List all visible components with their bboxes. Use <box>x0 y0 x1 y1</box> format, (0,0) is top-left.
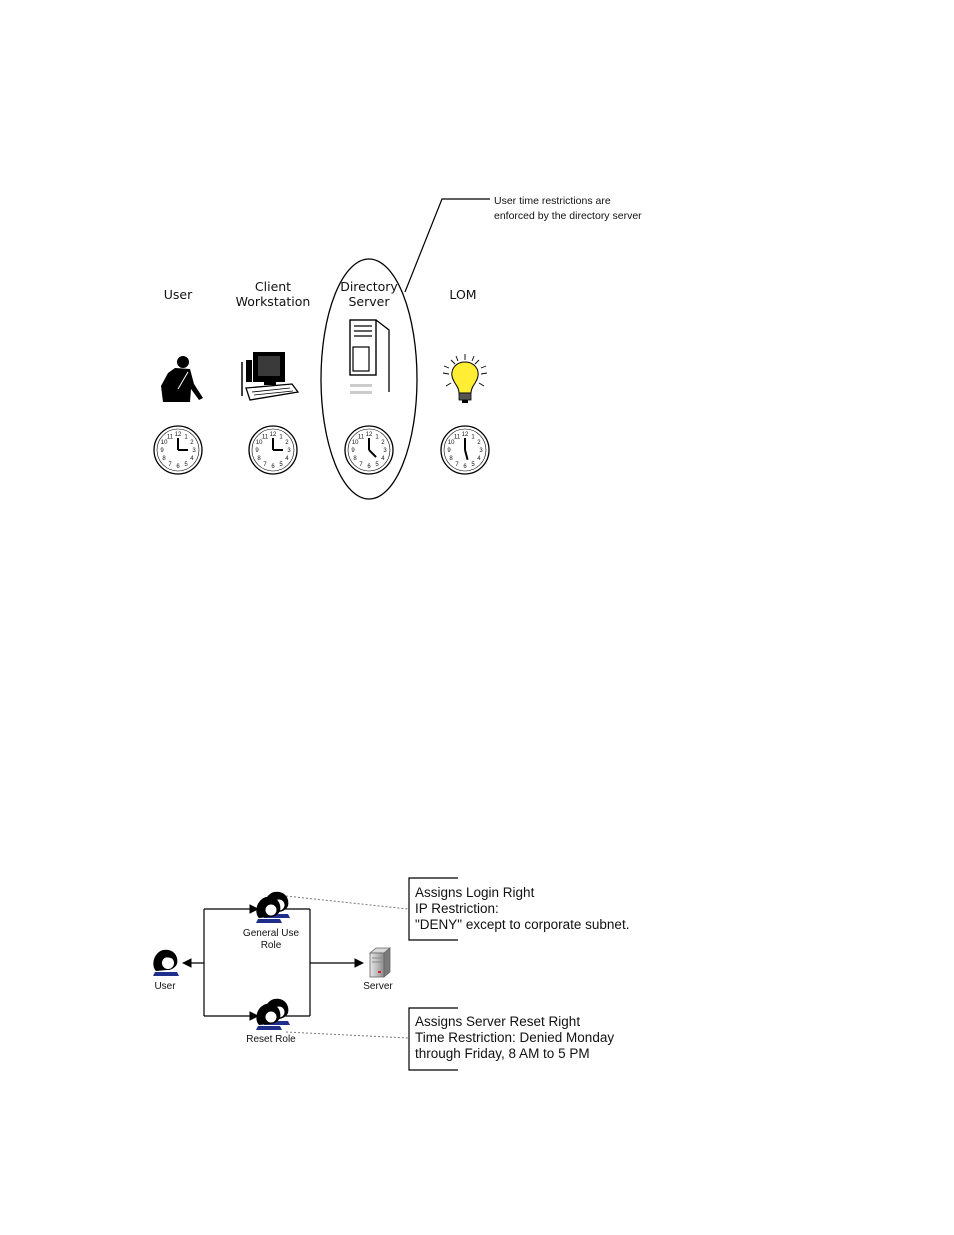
clock-numeral: 8 <box>257 456 261 463</box>
clock-numeral: 11 <box>261 434 269 441</box>
clock-numeral: 5 <box>471 462 475 469</box>
clock-numeral: 11 <box>453 434 461 441</box>
clock-numeral: 9 <box>160 448 164 455</box>
clock-numeral: 7 <box>168 462 172 469</box>
server-icon <box>370 948 390 977</box>
callout-leader-line <box>405 199 490 292</box>
callout <box>405 195 642 292</box>
general-role-group-icon <box>256 892 290 923</box>
clock-numeral: 2 <box>477 440 481 447</box>
clock-numeral: 5 <box>375 462 379 469</box>
clock-numeral: 8 <box>449 456 453 463</box>
clock-numeral: 8 <box>353 456 357 463</box>
general-role-label-line2: Role <box>260 940 282 951</box>
dotted-leader-general-role <box>286 896 408 909</box>
column-label-server: Server <box>348 294 390 309</box>
clock-numeral: 3 <box>383 448 387 455</box>
clock-icon-user <box>154 426 202 474</box>
light-bulb-icon <box>443 354 487 403</box>
clock-numeral: 10 <box>255 440 263 447</box>
clock-numeral: 2 <box>381 440 385 447</box>
clock-numeral: 9 <box>255 448 259 455</box>
server-tower-icon <box>350 320 389 394</box>
person-icon <box>161 356 203 402</box>
clock-numeral: 12 <box>461 432 469 439</box>
column-label-workstation: Workstation <box>235 294 311 309</box>
role-restriction-diagram <box>153 878 629 1070</box>
clock-numeral: 6 <box>176 464 180 471</box>
clock-numeral: 3 <box>479 448 483 455</box>
clock-icon-directory-server <box>345 426 393 474</box>
clock-numeral: 7 <box>359 462 363 469</box>
column-label-client: Client <box>254 279 292 294</box>
clock-numeral: 1 <box>184 434 188 441</box>
clock-numeral: 6 <box>463 464 467 471</box>
column-label-lom: LOM <box>449 287 477 302</box>
clock-numeral: 8 <box>162 456 166 463</box>
box1-line1: Assigns Login Right <box>415 885 535 900</box>
user-head-icon <box>153 950 179 976</box>
user-label: User <box>154 981 176 992</box>
clock-numeral: 11 <box>166 434 174 441</box>
server-label: Server <box>363 981 393 992</box>
clocks <box>154 426 489 474</box>
clock-numeral: 1 <box>375 434 379 441</box>
box2-line1: Assigns Server Reset Right <box>415 1014 581 1029</box>
reset-role-label: Reset Role <box>246 1034 296 1045</box>
clock-numeral: 1 <box>279 434 283 441</box>
clock-numeral: 2 <box>285 440 289 447</box>
column-label-user: User <box>163 287 193 302</box>
clock-numeral: 4 <box>381 456 385 463</box>
clock-numeral: 5 <box>279 462 283 469</box>
clock-numeral: 7 <box>263 462 267 469</box>
clock-numeral: 3 <box>287 448 291 455</box>
box1-line2: IP Restriction: <box>415 901 499 916</box>
clock-numeral: 12 <box>365 432 373 439</box>
clock-numeral: 4 <box>477 456 481 463</box>
clock-numeral: 6 <box>367 464 371 471</box>
time-restriction-diagram <box>154 195 642 499</box>
clock-numeral: 1 <box>471 434 475 441</box>
callout-text-line1: User time restrictions are <box>494 195 611 207</box>
clock-numeral: 9 <box>447 448 451 455</box>
general-role-label-line1: General Use <box>242 928 300 939</box>
clock-numeral: 7 <box>455 462 459 469</box>
clock-numeral: 4 <box>285 456 289 463</box>
clock-numeral: 12 <box>269 432 277 439</box>
clock-numeral: 10 <box>447 440 455 447</box>
clock-numeral: 10 <box>160 440 168 447</box>
reset-role-group-icon <box>256 999 290 1030</box>
box2-line2: Time Restriction: Denied Monday <box>415 1030 615 1045</box>
clock-numeral: 2 <box>190 440 194 447</box>
clock-icon-client-workstation <box>249 426 297 474</box>
workstation-icon <box>242 352 298 400</box>
clock-numeral: 3 <box>192 448 196 455</box>
clock-numeral: 9 <box>351 448 355 455</box>
clock-numeral: 5 <box>184 462 188 469</box>
clock-numeral: 12 <box>174 432 182 439</box>
dotted-leader-reset-role <box>286 1032 408 1038</box>
clock-numeral: 11 <box>357 434 365 441</box>
callout-text-line2: enforced by the directory server <box>494 210 642 222</box>
column-label-directory: Directory <box>340 279 398 294</box>
box2-line3: through Friday, 8 AM to 5 PM <box>415 1046 590 1061</box>
clock-numeral: 10 <box>351 440 359 447</box>
clock-numeral: 4 <box>190 456 194 463</box>
box1-line3: "DENY" except to corporate subnet. <box>415 917 630 932</box>
clock-icon-lom <box>441 426 489 474</box>
clock-numeral: 6 <box>271 464 275 471</box>
